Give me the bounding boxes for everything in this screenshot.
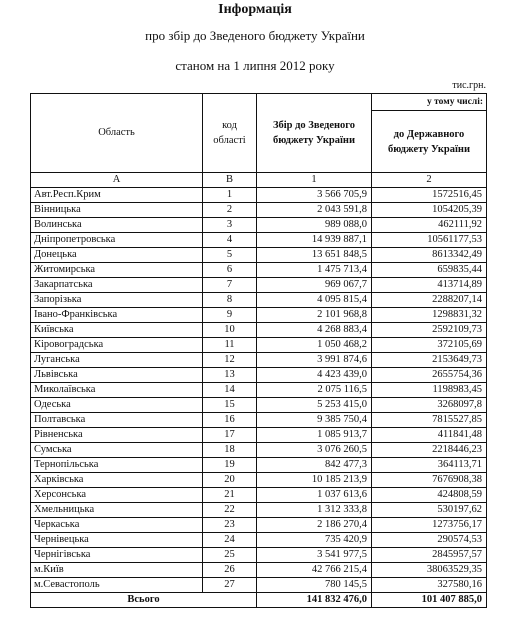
- budget-table: [30, 93, 487, 608]
- header-region: Область: [31, 94, 203, 173]
- row-code: 3: [203, 218, 257, 233]
- row-state: 2288207,14: [372, 293, 487, 308]
- unit-label: тис.грн.: [452, 80, 486, 91]
- row-code: 16: [203, 413, 257, 428]
- row-state: 3268097,8: [372, 398, 487, 413]
- row-code: 24: [203, 533, 257, 548]
- row-code: 7: [203, 278, 257, 293]
- table-row: [31, 368, 487, 383]
- table-row: [31, 443, 487, 458]
- row-region: Херсонська: [31, 488, 203, 503]
- row-code: 26: [203, 563, 257, 578]
- row-state: 2153649,73: [372, 353, 487, 368]
- row-total: 3 076 260,5: [257, 443, 372, 458]
- row-total: 3 991 874,6: [257, 353, 372, 368]
- table-row: [31, 518, 487, 533]
- row-region: Кіровоградська: [31, 338, 203, 353]
- row-code: 22: [203, 503, 257, 518]
- row-total: 969 067,7: [257, 278, 372, 293]
- row-total: 989 088,0: [257, 218, 372, 233]
- row-state: 8613342,49: [372, 248, 487, 263]
- row-total: 42 766 215,4: [257, 563, 372, 578]
- row-region: Луганська: [31, 353, 203, 368]
- row-state: 1198983,45: [372, 383, 487, 398]
- row-state: 290574,53: [372, 533, 487, 548]
- row-state: 411841,48: [372, 428, 487, 443]
- row-state: 1572516,45: [372, 188, 487, 203]
- document-subtitle: про збір до Зведеного бюджету України: [145, 28, 365, 43]
- table-row: [31, 308, 487, 323]
- row-state: 462111,92: [372, 218, 487, 233]
- letter-1: 1: [257, 173, 372, 188]
- row-total: 4 423 439,0: [257, 368, 372, 383]
- row-code: 18: [203, 443, 257, 458]
- total-state: 101 407 885,0: [372, 593, 487, 608]
- row-region: Черкаська: [31, 518, 203, 533]
- row-total: 3 541 977,5: [257, 548, 372, 563]
- table-row: [31, 548, 487, 563]
- table-row: [31, 458, 487, 473]
- row-code: 15: [203, 398, 257, 413]
- table-row: [31, 188, 487, 203]
- row-total: 780 145,5: [257, 578, 372, 593]
- letter-2: 2: [372, 173, 487, 188]
- table-row: [31, 578, 487, 593]
- row-region: м.Київ: [31, 563, 203, 578]
- row-code: 9: [203, 308, 257, 323]
- row-code: 4: [203, 233, 257, 248]
- row-region: Івано-Франківська: [31, 308, 203, 323]
- table-row: [31, 338, 487, 353]
- row-code: 17: [203, 428, 257, 443]
- row-code: 10: [203, 323, 257, 338]
- row-total: 1 037 613,6: [257, 488, 372, 503]
- row-code: 21: [203, 488, 257, 503]
- table-row: [31, 488, 487, 503]
- row-state: 327580,16: [372, 578, 487, 593]
- row-code: 12: [203, 353, 257, 368]
- total-row: [31, 593, 487, 608]
- table-row: [31, 398, 487, 413]
- row-region: Сумська: [31, 443, 203, 458]
- row-total: 1 312 333,8: [257, 503, 372, 518]
- row-total: 3 566 705,9: [257, 188, 372, 203]
- table-row: [31, 218, 487, 233]
- row-region: Дніпропетровська: [31, 233, 203, 248]
- row-total: 2 186 270,4: [257, 518, 372, 533]
- table-row: [31, 203, 487, 218]
- row-total: 2 043 591,8: [257, 203, 372, 218]
- row-code: 25: [203, 548, 257, 563]
- total-sum: 141 832 476,0: [257, 593, 372, 608]
- row-state: 424808,59: [372, 488, 487, 503]
- row-state: 1298831,32: [372, 308, 487, 323]
- table-row: [31, 413, 487, 428]
- table-row: [31, 263, 487, 278]
- row-total: 4 268 883,4: [257, 323, 372, 338]
- row-region: Вінницька: [31, 203, 203, 218]
- header-state: до Державного бюджету України: [372, 111, 487, 173]
- table-row: [31, 293, 487, 308]
- row-state: 38063529,35: [372, 563, 487, 578]
- row-total: 4 095 815,4: [257, 293, 372, 308]
- total-label: Всього: [31, 593, 257, 608]
- row-region: Чернівецька: [31, 533, 203, 548]
- table-row: [31, 233, 487, 248]
- row-state: 2218446,23: [372, 443, 487, 458]
- row-state: 2592109,73: [372, 323, 487, 338]
- column-letters-row: [31, 173, 487, 188]
- document-title: Інформація: [218, 2, 292, 17]
- row-state: 364113,71: [372, 458, 487, 473]
- row-total: 1 475 713,4: [257, 263, 372, 278]
- header-including: у тому числі:: [372, 94, 487, 111]
- table-row: [31, 278, 487, 293]
- row-total: 842 477,3: [257, 458, 372, 473]
- row-code: 20: [203, 473, 257, 488]
- table-body: [31, 188, 487, 593]
- letter-a: А: [31, 173, 203, 188]
- row-code: 5: [203, 248, 257, 263]
- row-state: 2655754,36: [372, 368, 487, 383]
- table-row: [31, 563, 487, 578]
- row-region: Київська: [31, 323, 203, 338]
- row-total: 5 253 415,0: [257, 398, 372, 413]
- row-total: 2 101 968,8: [257, 308, 372, 323]
- header-code: код області: [203, 94, 257, 173]
- table-row: [31, 248, 487, 263]
- row-region: Рівненська: [31, 428, 203, 443]
- row-region: Донецька: [31, 248, 203, 263]
- row-total: 2 075 116,5: [257, 383, 372, 398]
- row-code: 1: [203, 188, 257, 203]
- row-total: 10 185 213,9: [257, 473, 372, 488]
- document-date-line: станом на 1 липня 2012 року: [175, 58, 335, 73]
- row-state: 1273756,17: [372, 518, 487, 533]
- row-region: Житомирська: [31, 263, 203, 278]
- row-code: 8: [203, 293, 257, 308]
- table-row: [31, 428, 487, 443]
- row-total: 1 085 913,7: [257, 428, 372, 443]
- row-state: 10561177,53: [372, 233, 487, 248]
- row-region: Миколаївська: [31, 383, 203, 398]
- table-row: [31, 533, 487, 548]
- row-code: 14: [203, 383, 257, 398]
- row-code: 27: [203, 578, 257, 593]
- row-code: 6: [203, 263, 257, 278]
- row-region: Хмельницька: [31, 503, 203, 518]
- row-region: м.Севастополь: [31, 578, 203, 593]
- row-code: 23: [203, 518, 257, 533]
- row-state: 530197,62: [372, 503, 487, 518]
- row-code: 13: [203, 368, 257, 383]
- row-state: 2845957,57: [372, 548, 487, 563]
- row-total: 13 651 848,5: [257, 248, 372, 263]
- row-code: 19: [203, 458, 257, 473]
- row-state: 372105,69: [372, 338, 487, 353]
- row-total: 14 939 887,1: [257, 233, 372, 248]
- header-total: Збір до Зведеного бюджету України: [257, 94, 372, 173]
- table-row: [31, 503, 487, 518]
- row-state: 1054205,39: [372, 203, 487, 218]
- row-state: 7676908,38: [372, 473, 487, 488]
- row-code: 2: [203, 203, 257, 218]
- row-region: Львівська: [31, 368, 203, 383]
- row-region: Тернопільська: [31, 458, 203, 473]
- row-state: 7815527,85: [372, 413, 487, 428]
- table-row: [31, 473, 487, 488]
- row-region: Харківська: [31, 473, 203, 488]
- row-state: 659835,44: [372, 263, 487, 278]
- row-region: Чернігівська: [31, 548, 203, 563]
- row-total: 1 050 468,2: [257, 338, 372, 353]
- row-region: Авт.Респ.Крим: [31, 188, 203, 203]
- letter-b: В: [203, 173, 257, 188]
- row-total: 9 385 750,4: [257, 413, 372, 428]
- row-region: Закарпатська: [31, 278, 203, 293]
- table-row: [31, 323, 487, 338]
- row-total: 735 420,9: [257, 533, 372, 548]
- row-state: 413714,89: [372, 278, 487, 293]
- table-row: [31, 353, 487, 368]
- row-region: Одеська: [31, 398, 203, 413]
- row-region: Волинська: [31, 218, 203, 233]
- row-region: Запорізька: [31, 293, 203, 308]
- table-row: [31, 383, 487, 398]
- row-code: 11: [203, 338, 257, 353]
- row-region: Полтавська: [31, 413, 203, 428]
